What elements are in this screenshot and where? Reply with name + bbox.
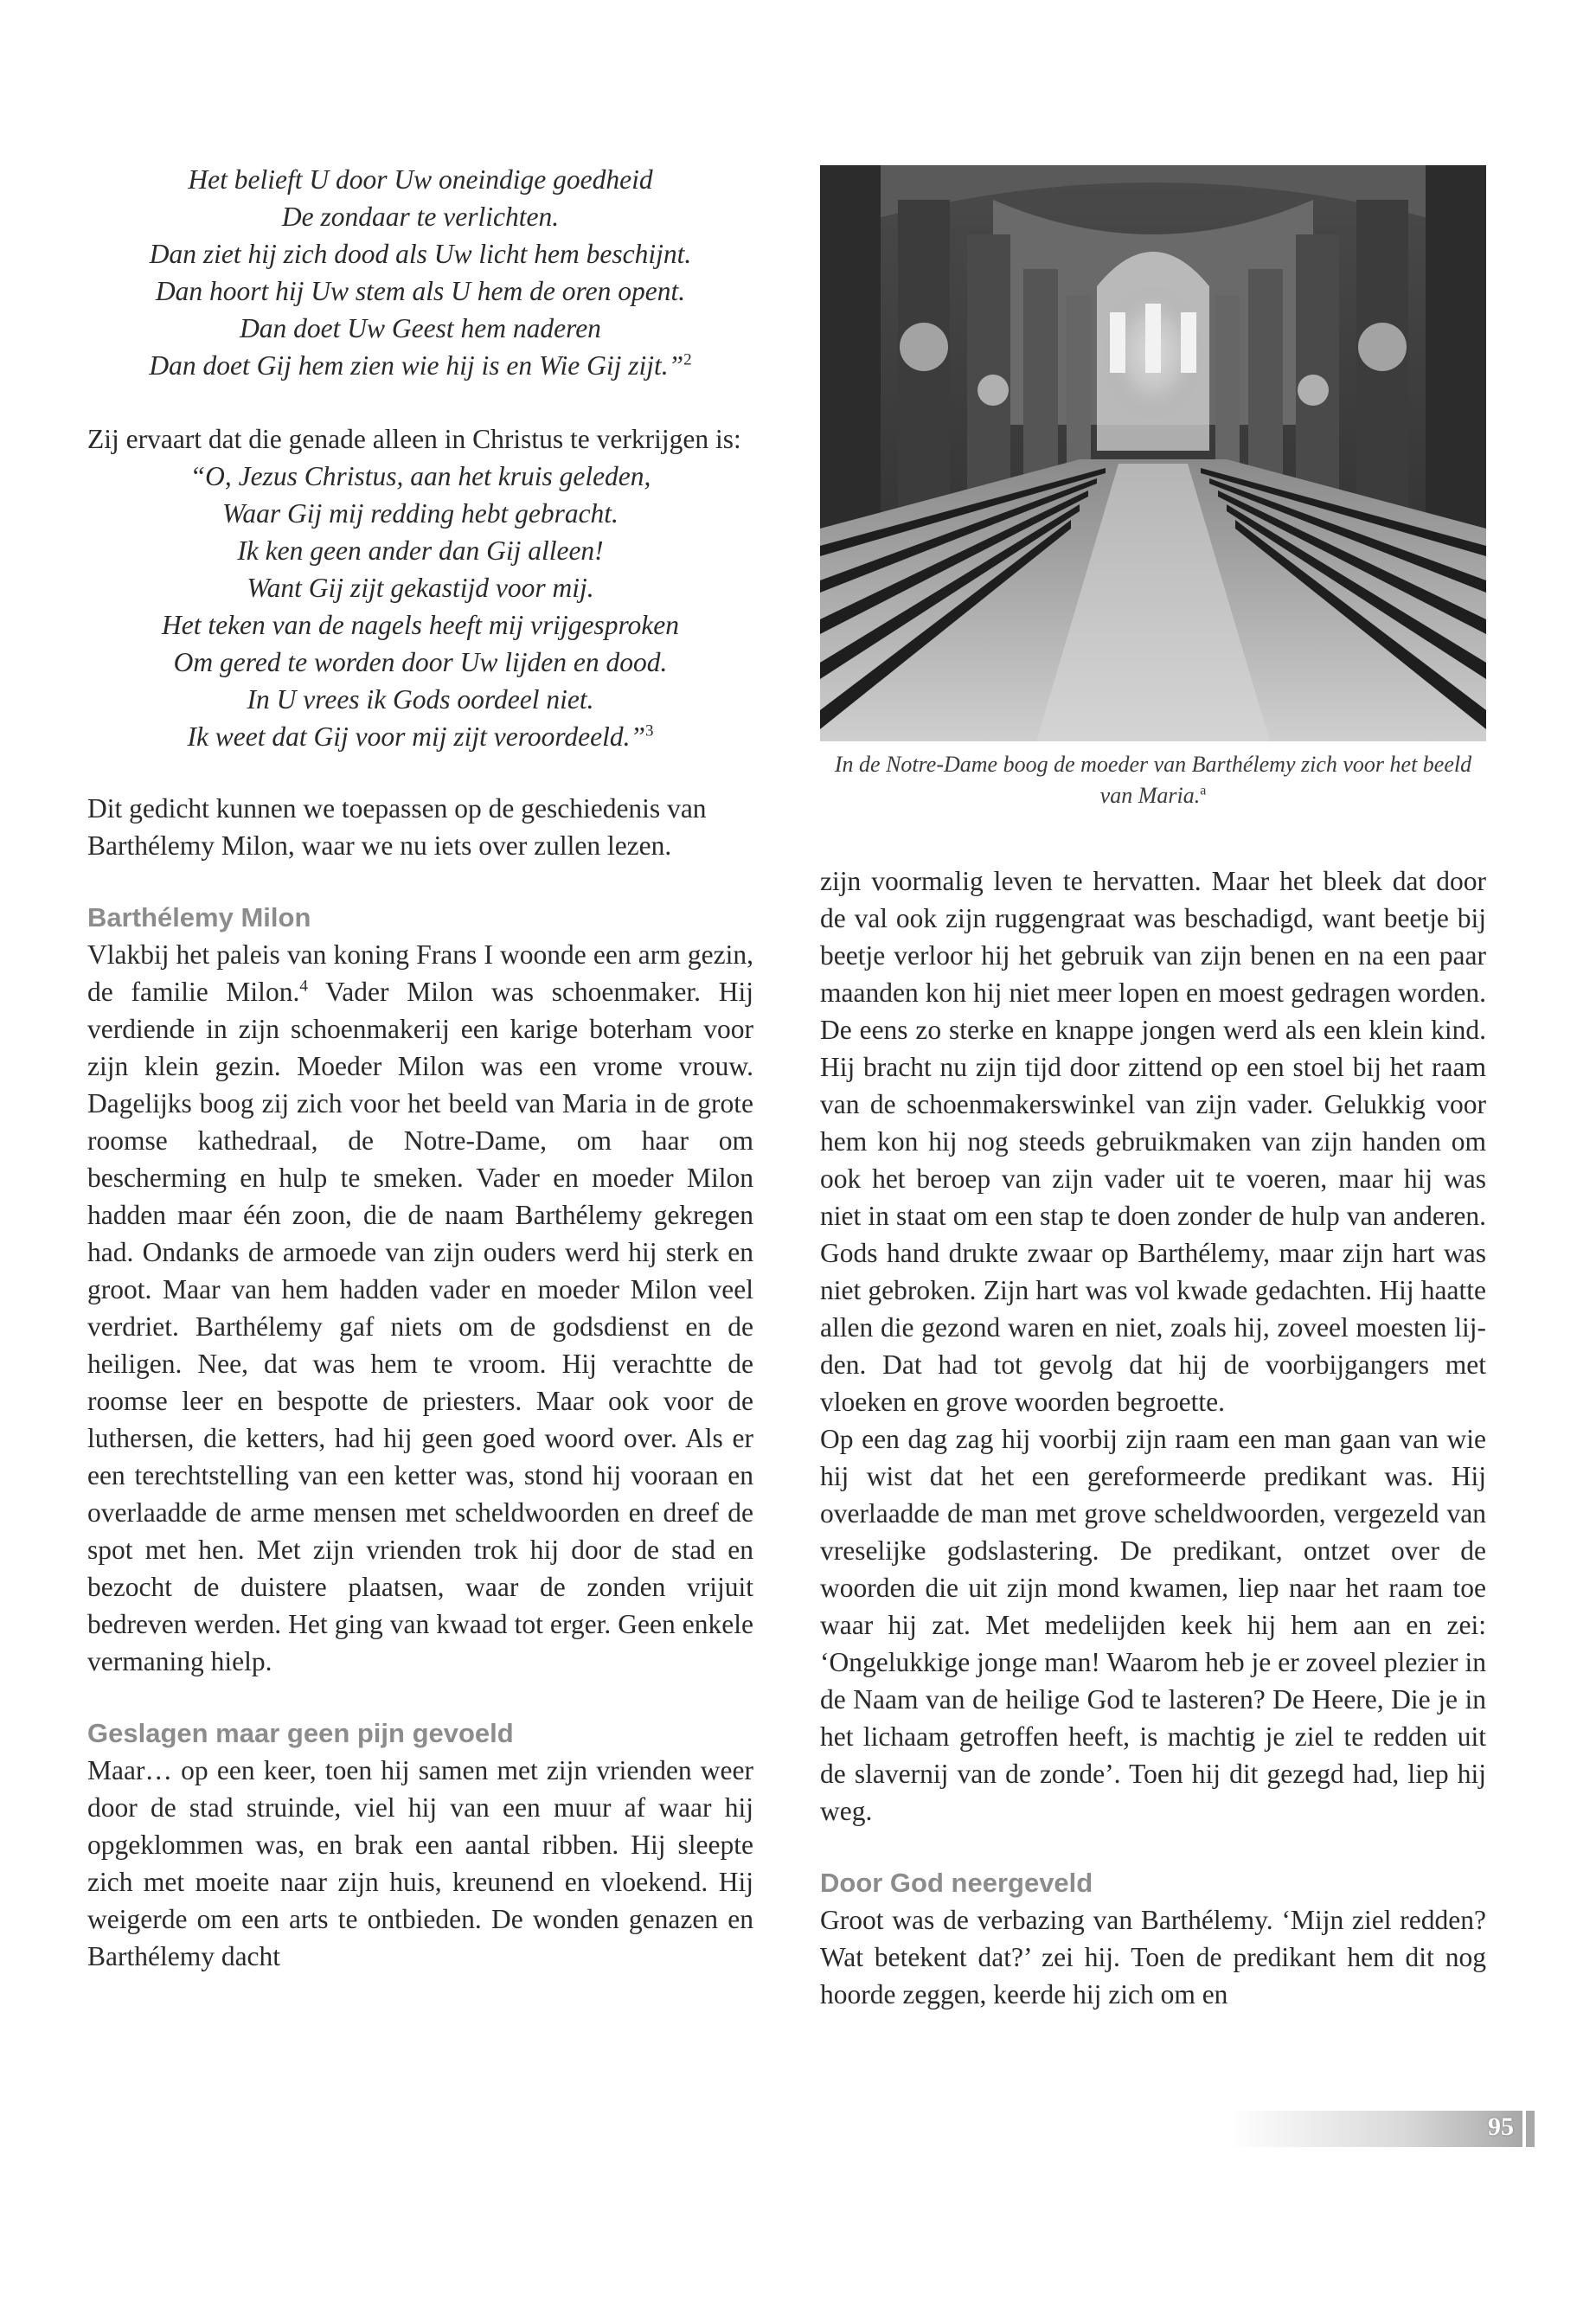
section-heading: Door God neergeveld (820, 1868, 1093, 1898)
poem-line: Ik weet dat Gij voor mij zijt veroordeeld.”$^3$ (187, 721, 654, 752)
poem-line: Dan doet Gij hem zien wie hij is en Wie Gij zijt.”$^2$ (149, 350, 692, 381)
page-number: 95 (1488, 2112, 1514, 2141)
poem-line: Want Gij zijt gekastijd voor mij. (247, 573, 594, 603)
intro-paragraph: Zij ervaart dat die genade alleen in Christus te verkrijgen is: (87, 424, 741, 454)
poem-line: Waar Gij mij redding hebt gebracht. (222, 498, 619, 529)
body-paragraph: Groot was de verbazing van Barthélemy. ‘Mijn ziel redden? Wat betekent dat?’ zei hij. Toen de predikant hem dit nog hoorde zeggen, keerde hij zich om en (820, 1905, 1486, 2009)
cathedral-photo (820, 165, 1486, 741)
photo-caption: In de Notre-Dame boog de moeder van Barthélemy zich voor het beeld van Maria.$^a$ (834, 752, 1472, 808)
footnote-ref: 3 (645, 721, 654, 740)
section-heading: Barthélemy Milon (87, 902, 311, 933)
left-column (87, 0, 753, 1975)
footnote-ref: 2 (683, 350, 692, 369)
poem-line: Het belieft U door Uw oneindige goedheid (188, 164, 653, 195)
poem-line: Om gered te worden door Uw lijden en dood. (173, 647, 668, 677)
page-number-tick (1526, 2111, 1535, 2147)
poem-2 (87, 458, 753, 755)
poem-line: Dan ziet hij zich dood als Uw licht hem beschijnt. (149, 239, 692, 269)
poem-line: Dan doet Uw Geest hem naderen (240, 313, 601, 343)
apply-paragraph: Dit gedicht kunnen we toepassen op de geschiedenis van Barthélemy Milon, waar we nu iets over zullen lezen. (87, 793, 707, 861)
poem-line: “O, Jezus Christus, aan het kruis geleden, (189, 461, 651, 491)
poem-1 (87, 161, 753, 384)
poem-line: De zondaar te verlichten. (281, 202, 560, 232)
footnote-ref: 4 (299, 977, 308, 996)
footnote-ref: a (1200, 783, 1207, 798)
poem-line: In U vrees ik Gods oordeel niet. (247, 684, 594, 715)
body-paragraph: Op een dag zag hij voorbij zijn raam een man gaan van wie hij wist dat het een gereformeerde predikant was. Hij overlaadde de man met grove scheldwoorden, vergezeld van vreselijke godslastering. De predikant, ontzet over de woorden die uit zijn mond kwamen, liep naar het raam toe waar hij zat. Met medelijden keek hij hem aan en zei: ‘Ongelukkige jonge man! Waarom heb je er zoveel plezier in de Naam van de heilige God te lasteren? De Heere, Die je in het lichaam getroffen heeft, is machtig je ziel te redden uit de slavernij van de zonde’. Toen hij dit gezegd had, liep hij weg. (820, 1424, 1486, 1826)
section-heading: Geslagen maar geen pijn gevoeld (87, 1718, 514, 1748)
body-paragraph: Maar… op een keer, toen hij samen met zijn vrienden weer door de stad struinde, viel hij van een muur af waar hij opgeklommen was, en brak een aantal ribben. Hij sleepte zich met moeite naar zijn huis, kreunend en vloekend. Hij weigerde om een arts te ontbieden. De wonden genazen en Barthélemy dacht (87, 1755, 753, 1971)
poem-line: Het teken van de nagels heeft mij vrijgesproken (161, 610, 679, 640)
right-column (820, 862, 1486, 2013)
poem-line: Dan hoort hij Uw stem als U hem de oren opent. (155, 276, 686, 306)
poem-line: Ik ken geen ander dan Gij alleen! (237, 535, 604, 566)
body-paragraph: zijn voormalig leven te hervatten. Maar het bleek dat door de val ook zijn ruggengraat was beschadigd, want beetje bij beetje verloor hij het gebruik van zijn benen en na een paar maanden kon hij niet meer lopen en moest gedragen worden. De eens zo sterke en knappe jongen werd als een klein kind. Hij bracht nu zijn tijd door zittend op een stoel bij het raam van de schoenmakerswinkel van zijn vader. Gelukkig voor hem kon hij nog steeds gebruikmaken van zijn handen om ook het beroep van zijn vader uit te voeren, maar hij was niet in staat om een stap te doen zonder de hulp van anderen. Gods hand drukte zwaar op Barthélemy, maar zijn hart was niet gebroken. Zijn hart was vol kwade gedachten. Hij haatte allen die gezond waren en niet, zoals hij, zoveel moesten lijden. Dat had tot gevolg dat hij de voorbijgangers met vloeken en grove woorden begroette. (820, 866, 1486, 1417)
body-paragraph: Vlakbij het paleis van koning Frans I woonde een arm gezin, de familie Milon.$^4$ Vader Milon was schoenmaker. Hij verdiende in zijn schoenmakerij een karige boterham voor zijn klein gezin. Moeder Milon was een vrome vrouw. Dagelijks boog zij zich voor het beeld van Maria in de grote roomse kathedraal, de Notre-Dame, om haar om bescherming en hulp te smeken. Vader en moeder Milon hadden maar één zoon, die de naam Barthélemy gekregen had. Ondanks de armoede van zijn ouders werd hij sterk en groot. Maar van hem hadden vader en moeder Milon veel verdriet. Barthélemy gaf niets om de godsdienst en de heiligen. Nee, dat was hem te vroom. Hij verachtte de roomse leer en bespotte de priesters. Maar ook voor de luthersen, die ketters, had hij geen goed woord over. Als er een terechtstelling van een ketter was, stond hij vooraan en overlaadde de arme mensen met scheldwoorden en dreef de spot met hen. Met zijn vrienden trok hij door de stad en bezocht de duistere plaatsen, waar de zonden vrijuit bedreven werden. Het ging van kwaad tot erger. Geen enkele vermaning hielp. (87, 939, 753, 1676)
